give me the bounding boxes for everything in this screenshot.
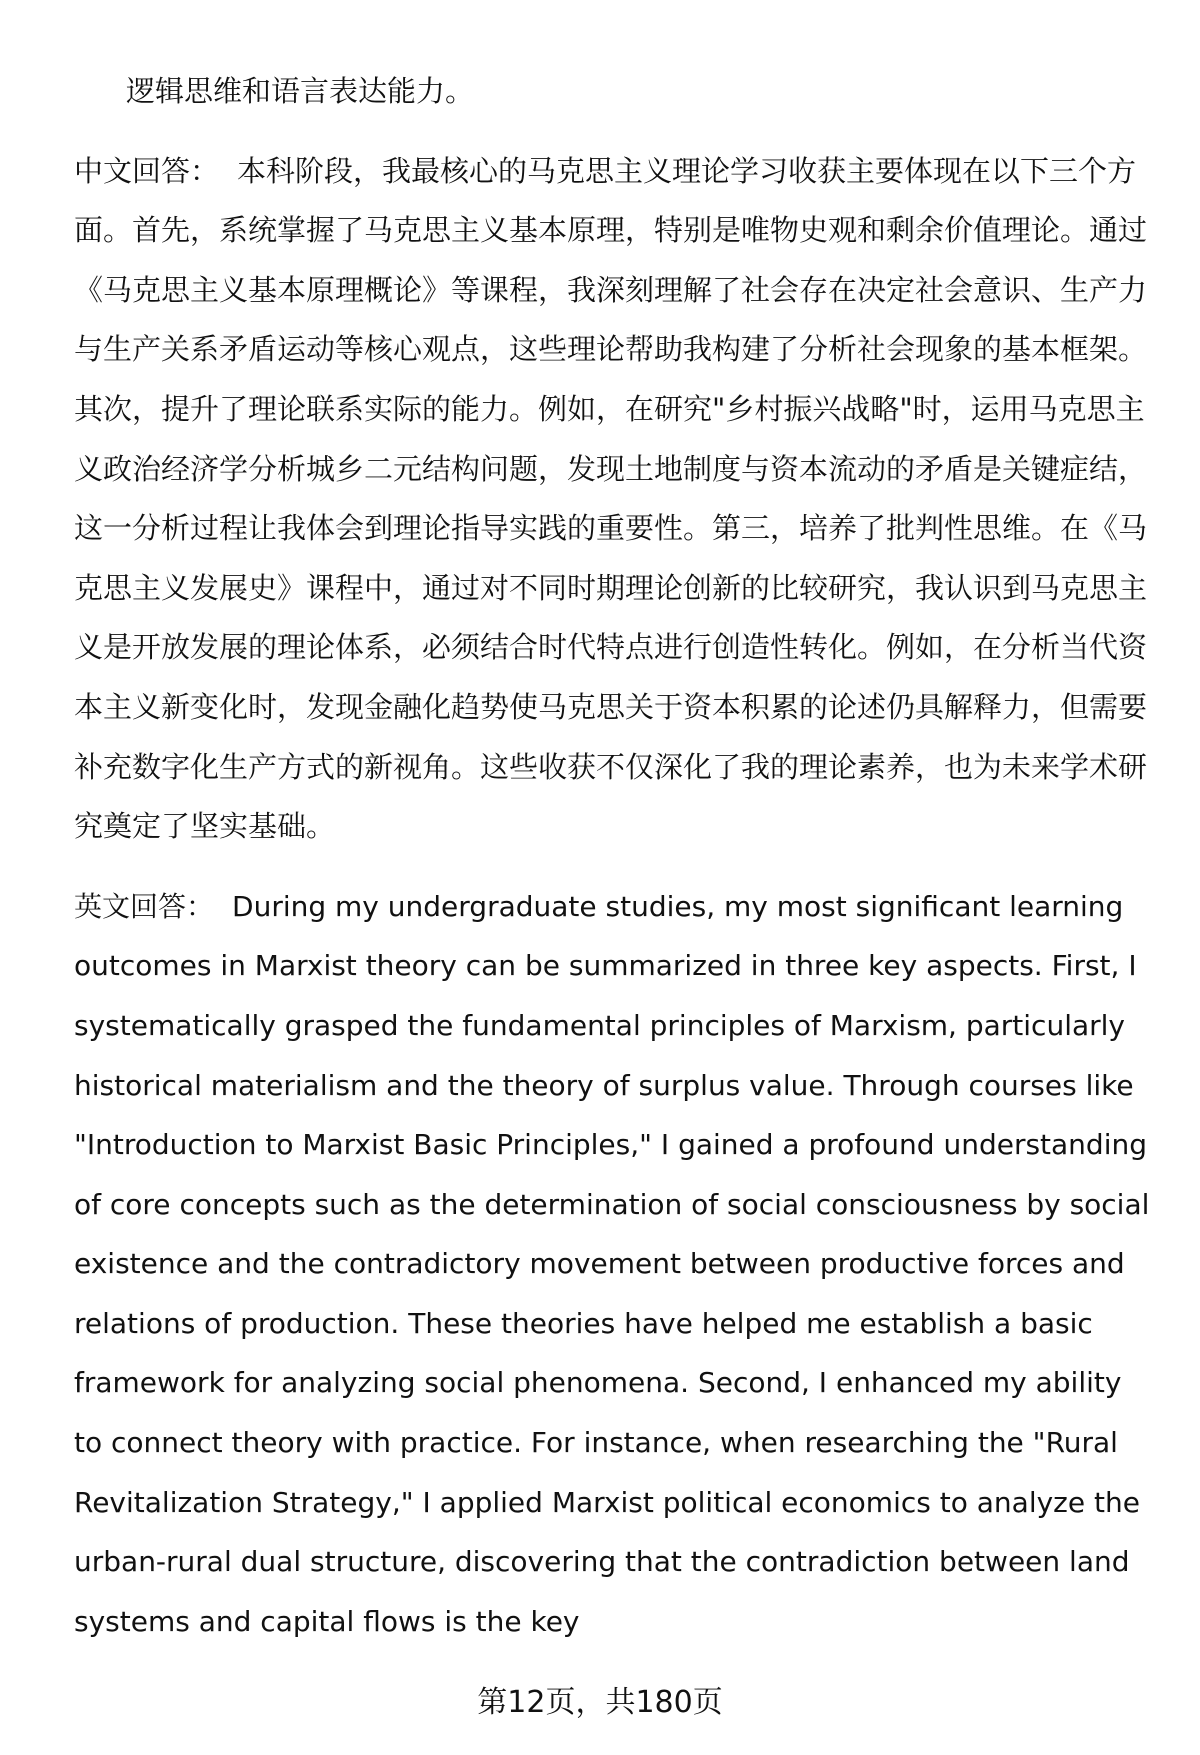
continued-paragraph bbox=[74, 62, 1154, 122]
continued-text: 逻辑思维和语言表达能力。 bbox=[126, 74, 475, 108]
page-footer bbox=[0, 1683, 1200, 1723]
page-content bbox=[74, 62, 1154, 1671]
english-answer-paragraph bbox=[74, 877, 1154, 1652]
english-answer-text: During my undergraduate studies, my most significant learning outcomes in Marxist theory can be summarized in three key aspects. First, I systematically grasped the fundamental principles of Marxism, particularly historical materialism and the theory of surplus value. Through courses like "Introduction to Marxist Basic Principles," I gained a profound understanding of core concepts such as the determination of social consciousness by social existence and the contradictory movement between productive forces and relations of production. These theories have helped me establish a basic framework for analyzing social phenomena. Second, I enhanced my ability to connect theory with practice. For instance, when researching the "Rural Revitalization Strategy," I applied Marxist political economics to analyze the urban-rural dual structure, discovering that the contradiction between land systems and capital flows is the key bbox=[74, 889, 1150, 1638]
chinese-answer-label: 中文回答： bbox=[74, 153, 220, 188]
english-answer-label: 英文回答： bbox=[74, 889, 215, 923]
page-number: 第12页，共180页 bbox=[477, 1685, 723, 1720]
chinese-answer-paragraph bbox=[74, 142, 1154, 857]
chinese-answer-text: 本科阶段，我最核心的马克思主义理论学习收获主要体现在以下三个方面。首先，系统掌握了马克思主义基本原理，特别是唯物史观和剩余价值理论。通过《马克思主义基本原理概论》等课程，我深刻理解了社会存在决定社会意识、生产力与生产关系矛盾运动等核心观点，这些理论帮助我构建了分析社会现象的基本框架。其次，提升了理论联系实际的能力。例如，在研究"乡村振兴战略"时，运用马克思主义政治经济学分析城乡二元结构问题，发现土地制度与资本流动的矛盾是关键症结，这一分析过程让我体会到理论指导实践的重要性。第三，培养了批判性思维。在《马克思主义发展史》课程中，通过对不同时期理论创新的比较研究，我认识到马克思主义是开放发展的理论体系，必须结合时代特点进行创造性转化。例如，在分析当代资本主义新变化时，发现金融化趋势使马克思关于资本积累的论述仍具解释力，但需要补充数字化生产方式的新视角。这些收获不仅深化了我的理论素养，也为未来学术研究奠定了坚实基础。 bbox=[74, 153, 1148, 844]
